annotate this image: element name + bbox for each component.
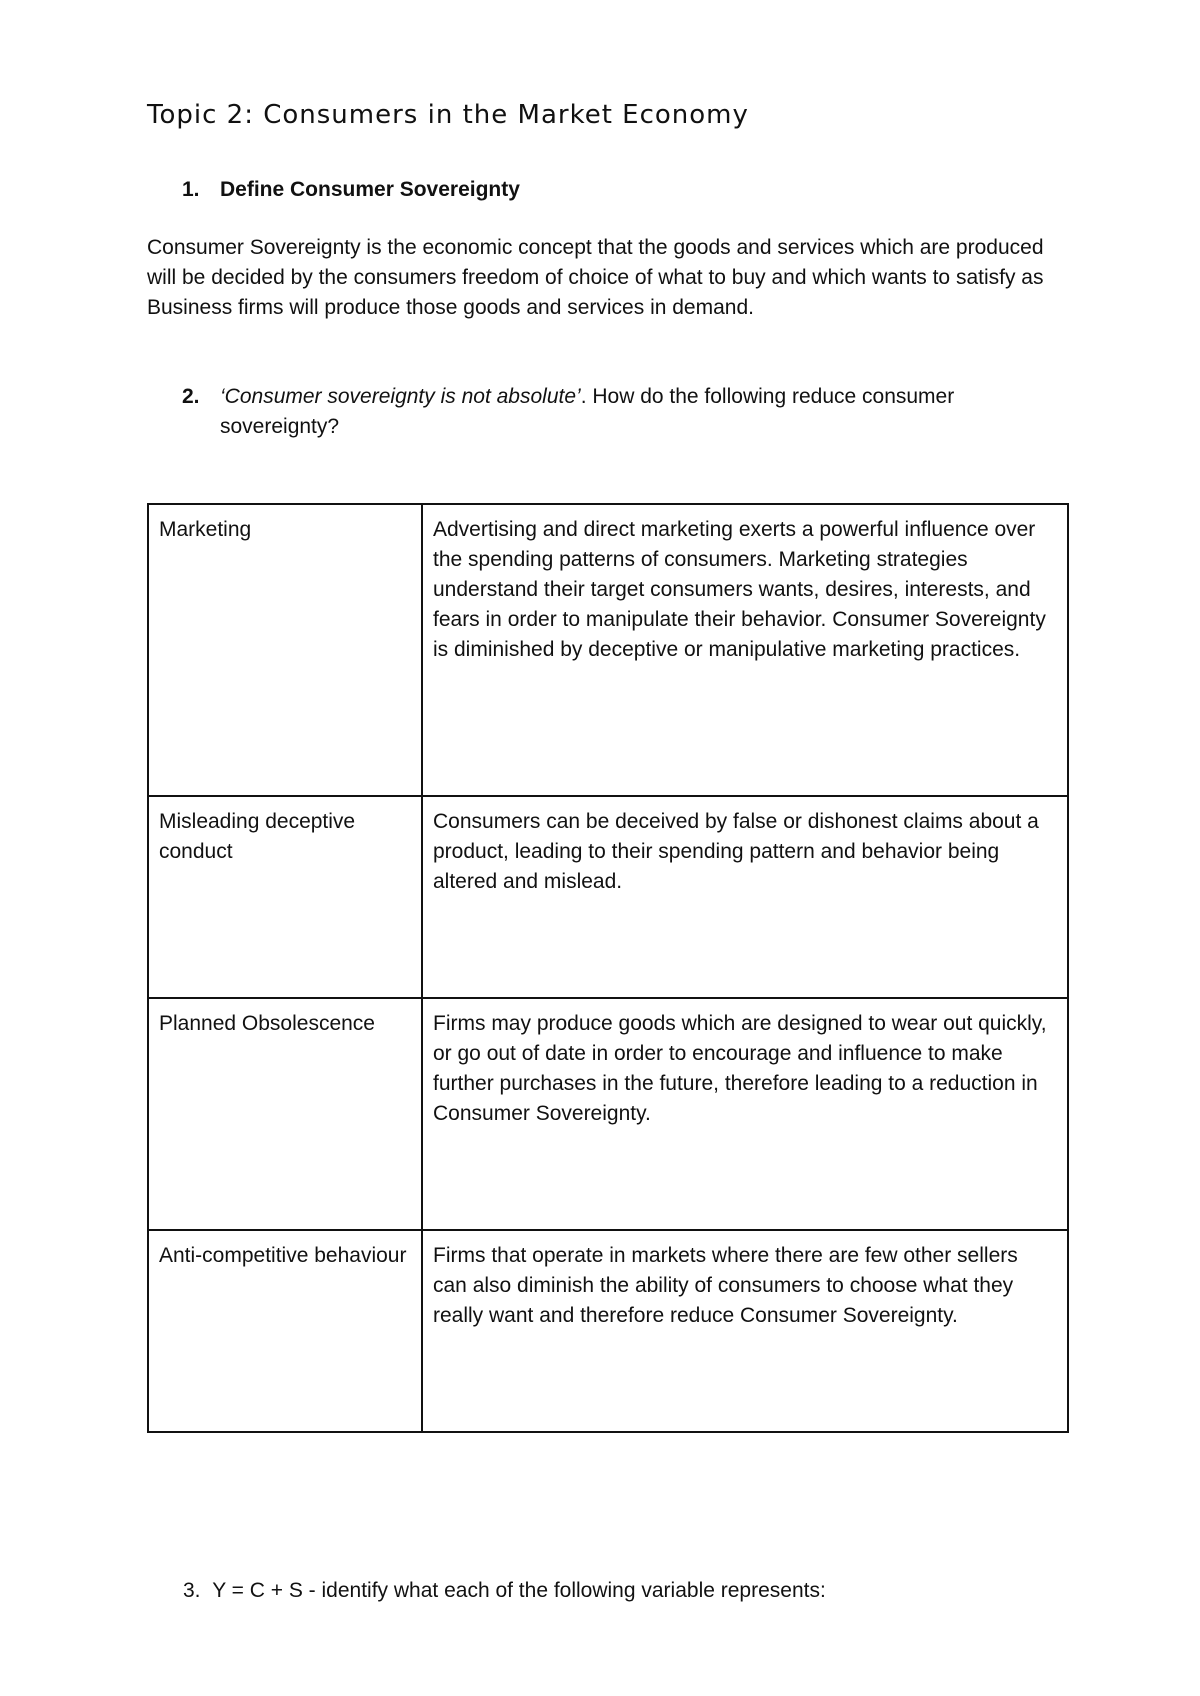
table-cell-explanation: Consumers can be deceived by false or dishonest claims about a product, leading to their spending pattern and behavior being altered and mislead.	[422, 796, 1068, 998]
question-2-quote: ‘Consumer sovereignty is not absolute’	[220, 385, 581, 408]
sovereignty-table	[147, 503, 1069, 1433]
question-3-text: Y = C + S - identify what each of the following variable represents:	[212, 1579, 826, 1602]
question-1-answer: Consumer Sovereignty is the economic concept that the goods and services which are produced will be decided by the consumers freedom of choice of what to buy and which wants to satisfy as Business firms will produce those goods and services in demand.	[147, 236, 1044, 319]
table-row	[148, 998, 1068, 1230]
table-cell-explanation: Firms that operate in markets where there are few other sellers can also diminish the ability of consumers to choose what they really want and therefore reduce Consumer Sovereignty.	[422, 1230, 1068, 1432]
table-cell-factor: Marketing	[148, 504, 422, 796]
question-2-number: 2.	[182, 385, 200, 408]
question-1-number: 1.	[182, 178, 200, 201]
table-cell-factor: Misleading deceptive conduct	[148, 796, 422, 998]
table-cell-factor: Anti-competitive behaviour	[148, 1230, 422, 1432]
question-2-rest: . How do the following reduce consumer sovereignty?	[220, 385, 955, 438]
table-cell-explanation: Firms may produce goods which are designed to wear out quickly, or go out of date in order to encourage and influence to make further purchases in the future, therefore leading to a reduction in Consumer Sovereignty.	[422, 998, 1068, 1230]
question-1-heading: Define Consumer Sovereignty	[220, 178, 520, 201]
page-title: Topic 2: Consumers in the Market Economy	[147, 100, 749, 130]
question-3	[183, 1576, 826, 1606]
table-cell-explanation: Advertising and direct marketing exerts a powerful influence over the spending patterns of consumers. Marketing strategies understand their target consumers wants, desires, interests, and fears in order to manipulate their behavior. Consumer Sovereignty is diminished by deceptive or manipulative marketing practices.	[422, 504, 1068, 796]
table-cell-factor: Planned Obsolescence	[148, 998, 422, 1230]
question-3-number: 3.	[183, 1579, 201, 1602]
question-2-text	[220, 382, 1040, 442]
table-row	[148, 1230, 1068, 1432]
table-row	[148, 796, 1068, 998]
table-row	[148, 504, 1068, 796]
